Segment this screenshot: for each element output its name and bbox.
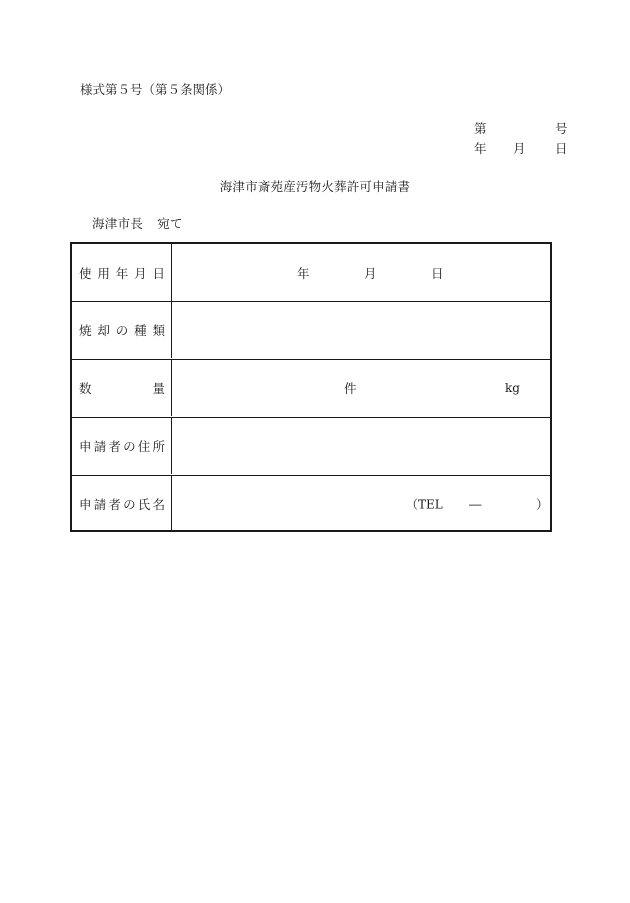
addressee-name: 海津市長 — [92, 216, 144, 231]
document-number-prefix: 第 — [474, 121, 487, 136]
label-quantity: 数 量 — [79, 381, 165, 396]
usage-date-year[interactable]: 年 — [297, 265, 310, 281]
row-applicant-address — [72, 417, 550, 474]
label-incineration-type: 焼 却 の 種 類 — [79, 323, 165, 338]
quantity-weight-unit[interactable]: kg — [505, 381, 520, 395]
label-applicant-name: 申 請 者 の 氏 名 — [79, 497, 165, 512]
column-divider — [171, 302, 172, 358]
document-title: 海津市斎苑産汚物火葬許可申請書 — [219, 179, 411, 194]
tel-open-label[interactable]: （TEL — [406, 497, 443, 512]
tel-dash: ― — [469, 496, 482, 512]
column-divider — [171, 360, 172, 416]
form-number-label: 様式第５号（第５条関係） — [80, 82, 231, 97]
tel-close-paren: ） — [536, 497, 549, 512]
column-divider — [171, 244, 172, 301]
row-quantity — [72, 359, 550, 416]
column-divider — [171, 476, 172, 532]
addressee-suffix: 宛て — [157, 216, 183, 231]
label-applicant-address: 申 請 者 の 住 所 — [79, 439, 165, 454]
usage-date-day[interactable]: 日 — [431, 265, 444, 281]
header-date-year: 年 — [474, 141, 487, 156]
quantity-count-unit[interactable]: 件 — [344, 381, 357, 396]
usage-date-month[interactable]: 月 — [364, 265, 377, 281]
column-divider — [171, 418, 172, 474]
document-number-suffix: 号 — [555, 121, 568, 136]
row-usage-date — [72, 244, 550, 301]
application-form-table — [70, 242, 552, 532]
label-usage-date: 使 用 年 月 日 — [79, 265, 165, 281]
header-date-month: 月 — [513, 141, 526, 156]
header-date-day: 日 — [555, 141, 568, 156]
addressee — [92, 214, 183, 232]
row-applicant-name — [72, 475, 550, 532]
row-incineration-type — [72, 301, 550, 358]
